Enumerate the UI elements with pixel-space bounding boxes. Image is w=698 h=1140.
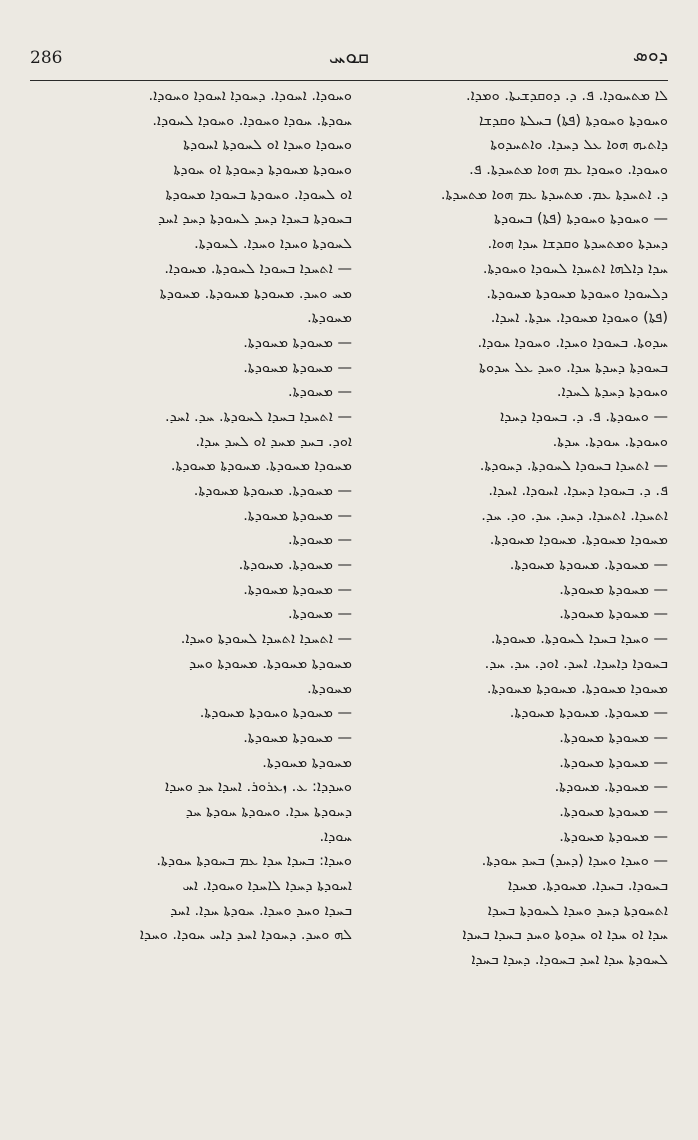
- text-line: — ܡܚܘܕܬܐ ܡܚܘܕܬܐ.: [243, 359, 352, 376]
- text-line: ܚܕܐ ܐܘ ܚܕܐ ܐܘ ܚܕܘܬܐ ܘܚܕ ܒܚܕܐ ܒܚܕܐ: [462, 927, 668, 944]
- text-line: — ܡܚܘܕܬܐ. ܡܚܘܕܬܐ ܡܚܘܕܬܐ.: [193, 483, 352, 499]
- text-line: — ܡܚܘܕܬܐ.: [288, 384, 352, 401]
- column-gutter: [354, 84, 355, 1104]
- text-line: — ܡܚܘܕܬܐ ܡܚܘܕܬܐ.: [559, 729, 668, 746]
- text-line: ܘܚܘܕܐ ܘܚܕܐ ܐܘ ܠܚܘܕܬܐ ܐܚܘܕܬܐ: [183, 137, 352, 154]
- running-title: ܩܘܚ: [328, 44, 370, 68]
- text-line: ܕ. ܐܬܚܕܬܐ ܥܡ. ܡܬܚܕܬܐ ܥܡ ܗܘܐ ܡܬܚܕܬܐ.: [440, 186, 668, 203]
- text-line: ܡܚܘܕܬܐ.: [307, 680, 352, 697]
- text-line: ܘܚܘܕܬܐ ܕܚܕܬܐ ܠܚܕܐ.: [556, 384, 668, 401]
- text-line: ܚܕܘܬܐ. ܒܚܘܕܐ ܘܚܕܐ. ܘܚܘܕܐ ܚܘܕܐ.: [477, 334, 668, 351]
- text-line: ܕܚܘܕܬܐ ܚܕܐ. ܘܚܘܕܬܐ ܚܘܕܬܐ ܚܕ: [185, 803, 352, 820]
- left-column: [42, 84, 352, 1104]
- text-line: — ܡܚܘܕܬܐ.: [288, 532, 352, 549]
- header-rule: [30, 80, 668, 81]
- text-line: — ܡܚܘܕܬܐ ܡܚܘܕܬܐ.: [243, 507, 352, 524]
- text-line: — ܡܚܘܕܬܐ. ܡܚܘܕܬܐ ܡܚܘܕܬܐ.: [509, 557, 668, 574]
- right-column: [358, 84, 668, 1104]
- text-line: — ܘܚܕܐ ܘܚܕܐ (ܕܚܕ) ܒܚܕ ܚܘܕܬܐ.: [481, 853, 668, 870]
- text-line: ܦ. ܕ. ܒܚܘܕܐ ܕܚܕܐ. ܐܚܘܕܐ. ܐܚܕܐ.: [488, 483, 668, 499]
- text-line: — ܘܚܘܕܬܐ ܘܚܘܕܬܐ (ܦܬܐ) ܒܚܘܕܬܐ: [494, 211, 668, 228]
- text-line: ܡܚܘܕܐ ܡܚܘܕܬܐ. ܡܚܘܕܐ ܡܚܘܕܬܐ.: [489, 532, 668, 549]
- text-line: ܐܬܚܘܕܬܐ ܕܚܕ ܘܚܕܐ ܠܚܘܕܬܐ ܒܚܕܐ: [487, 902, 668, 919]
- text-line: ܠܗ ܘܚܕ. ܕܚܘܕܐ ܐܚܕ ܕܐܚ ܚܘܕܐ. ܘܚܕܐ: [139, 927, 352, 944]
- text-line: ܐܬܚܕܐ. ܐܬܚܕܐ. ܕܚܕ. ܚܕ. ܘܕ. ܚܕ.: [481, 507, 668, 524]
- text-line: ܘܚܘܕܬܐ. ܚܘܕܬܐ. ܚܕܬܐ.: [552, 433, 668, 450]
- text-line: — ܡܚܘܕܬܐ ܡܚܘܕܬܐ.: [243, 334, 352, 351]
- text-line: ܕܐܬܝܗ ܗܘܐ ܥܠ ܕܚܕܐ. ܘܐܬܚܕܘܬܐ: [490, 137, 668, 154]
- text-line: — ܘܚܕܐ ܒܚܕܐ ܠܚܘܕܬܐ. ܡܚܘܕܬܐ.: [490, 631, 668, 648]
- text-line: — ܡܚܘܕܬܐ. ܡܚܘܕܬܐ.: [554, 779, 668, 796]
- text-line: ܡܚܘܕܬܐ ܡܚܘܕܬܐ. ܡܚܘܕܬܐ ܘܚܕ: [188, 655, 352, 672]
- text-line: ܡܚܘܕܬܐ.: [307, 310, 352, 327]
- text-line: ܒܚܘܕܐ. ܒܚܕܐ. ܡܚܘܕܬܐ. ܡܚܕܐ: [507, 878, 668, 894]
- text-line: — ܡܚܘܕܬܐ ܡܚܘܕܬܐ.: [559, 828, 668, 845]
- text-line: ܐܚܘܕܬܐ ܕܚܕܐ ܠܐܚܕܐ ܘܚܘܕܐ. ܐܚ: [182, 878, 352, 894]
- text-line: ܠܚܘܕܬܐ ܚܕܐ ܐܚܕ ܒܚܘܕܐ. ܕܚܕܐ ܒܚܕܐ: [471, 952, 668, 969]
- text-line: ܕܠܚܘܕܐ ܘܚܘܕܬܐ ܡܚܘܕܬܐ ܡܚܘܕܬܐ.: [486, 285, 668, 302]
- page-number: 286: [30, 48, 63, 68]
- text-line: ܡܚܘܕܬܐ ܡܚܘܕܬܐ.: [262, 754, 352, 771]
- text-line: — ܡܚܘܕܬܐ ܡܚܘܕܬܐ.: [243, 581, 352, 598]
- text-line: ܚܘܕܐ.: [319, 828, 352, 845]
- text-line: — ܘܚܘܕܬܐ. ܦ. ܕ. ܒܚܘܕܐ ܕܚܕܐ: [500, 408, 668, 425]
- text-line: ܡܚܘܕܐ ܡܚܘܕܬܐ. ܡܚܘܕܬܐ ܡܚܘܕܬܐ.: [170, 458, 352, 475]
- text-line: ܡܚܘܕܐ ܡܚܘܕܬܐ. ܡܚܘܕܬܐ ܡܚܘܕܬܐ.: [486, 680, 668, 697]
- text-line: ܘܚܘܕܬܐ ܘܚܘܕܬܐ (ܦܬܐ) ܒܚܠܬܐ ܘܩܕܫܐ: [478, 112, 668, 129]
- text-line: ܒܚܘܕܐ ܕܐܚܕܐ. ܐܚܕ. ܐܘܕ. ܚܕ. ܚܕ.: [484, 655, 668, 672]
- text-line: ܠܚܘܕܬܐ ܘܚܕܐ ܘܚܕܐ. ܠܚܘܕܬܐ.: [194, 236, 352, 253]
- text-line: — ܡܚܘܕܬܐ. ܡܚܘܕܬܐ.: [238, 557, 352, 574]
- text-line: ܡܚ ܘܚܕ. ܡܚܘܕܬܐ ܡܚܘܕܬܐ. ܡܚܘܕܬܐ: [159, 285, 352, 302]
- text-line: ܘܚܕܕܐ: ܥ. ܙܥܪܘܪ. ܐܚܕܐ ܚܕ ܘܚܕܐ: [165, 779, 352, 796]
- text-line: — ܐܬܚܕܐ ܒܚܘܕܐ ܠܚܘܕܬܐ. ܕܚܘܕܬܐ.: [479, 458, 668, 475]
- text-line: ܒܚܘܕܬܐ ܕܚܕܬܐ ܚܕܐ. ܘܚܕ ܥܠ ܚܕܘܬܐ: [479, 359, 668, 376]
- text-line: ܘܚܕܐ: ܒܚܕܐ ܚܕܐ ܥܡ ܒܚܘܕܬܐ ܚܘܕܬܐ.: [156, 853, 352, 870]
- text-line: — ܡܚܘܕܬܐ ܡܚܘܕܬܐ.: [243, 729, 352, 746]
- text-line: ܘܚܘܕܐ. ܘܚܘܕܐ ܥܡ ܗܘܐ ܡܬܚܕܬܐ. ܦ.: [469, 162, 668, 179]
- text-line: ܚܕܐ ܕܐܠܗܐ ܐܬܚܕܐ ܠܚܘܕܐ ܘܚܘܕܬܐ.: [482, 260, 668, 277]
- text-line: — ܡܚܘܕܬܐ.: [288, 606, 352, 623]
- text-line: ܠܐ ܡܬܚܘܕܐ. ܦ. ܕ. ܕܘܩܕܫܝܬܐ. ܘܡܕܐ.: [466, 88, 668, 104]
- text-line: ܕܚܕܬܐ ܘܡܬܚܕܬܐ ܘܩܕܫܐ ܚܕܐ ܗܘܐ.: [487, 236, 668, 253]
- text-line: — ܡܚܘܕܬܐ ܡܚܘܕܬܐ.: [559, 581, 668, 598]
- text-line: — ܡܚܘܕܬܐ ܡܚܘܕܬܐ.: [559, 754, 668, 771]
- text-line: — ܐܬܚܕܐ ܒܚܘܕܐ ܠܚܘܕܬܐ. ܡܚܘܕܐ.: [164, 260, 352, 277]
- text-line: ܘܚܘܕܐ. ܐܚܘܕܐ. ܕܚܘܕܐ ܐܚܘܕܐ ܘܚܘܕܐ.: [148, 88, 352, 104]
- text-line: ܐܘ ܠܚܘܕܐ. ܘܚܘܕܬܐ ܒܚܘܕܐ ܡܚܘܕܬܐ: [165, 186, 352, 203]
- text-line: ܘܚܘܕܬܐ ܡܚܘܕܬܐ ܕܚܘܕܬܐ ܐܘ ܚܘܕܬܐ: [173, 162, 352, 179]
- text-line: — ܐܬܚܕܐ ܐܬܚܕܐ ܠܚܘܕܬܐ ܘܚܕܐ.: [180, 631, 352, 648]
- text-line: — ܡܚܘܕܬܐ ܘܚܘܕܬܐ ܡܚܘܕܬܐ.: [199, 705, 352, 722]
- text-line: (ܦܬܐ) ܘܚܘܕܐ ܡܚܘܕܐ. ܚܕܬܐ. ܐܚܕܐ.: [490, 310, 668, 327]
- text-line: — ܡܚܘܕܬܐ ܡܚܘܕܬܐ.: [559, 606, 668, 623]
- page-header: [30, 44, 668, 84]
- text-line: ܐܘܕ. ܒܚܕ ܡܚܕ ܐܘ ܠܚܕ ܚܕܐ.: [195, 433, 352, 450]
- text-line: — ܐܬܚܕܐ ܒܚܕܐ ܠܚܘܕܬܐ. ܚܕ. ܐܚܕ.: [165, 408, 352, 425]
- text-line: ܚܘܕܬܐ. ܚܘܕܐ ܘܚܘܕܐ. ܘܚܘܕܐ ܠܚܘܕܐ.: [152, 112, 352, 129]
- text-line: — ܡܚܘܕܬܐ ܡܚܘܕܬܐ.: [559, 803, 668, 820]
- section-word: ܕܘܣ: [632, 44, 668, 66]
- text-line: ܒܚܘܕܬܐ ܒܚܕܐ ܕܚܕ ܠܚܘܕܬܐ ܕܚܕ ܐܚܕ: [158, 211, 352, 228]
- text-line: — ܡܚܘܕܬܐ. ܡܚܘܕܬܐ ܡܚܘܕܬܐ.: [509, 705, 668, 722]
- text-line: ܒܚܕܐ ܘܚܕ ܘܚܕܐ. ܚܘܕܬܐ ܚܕܐ. ܐܚܕ: [170, 902, 352, 919]
